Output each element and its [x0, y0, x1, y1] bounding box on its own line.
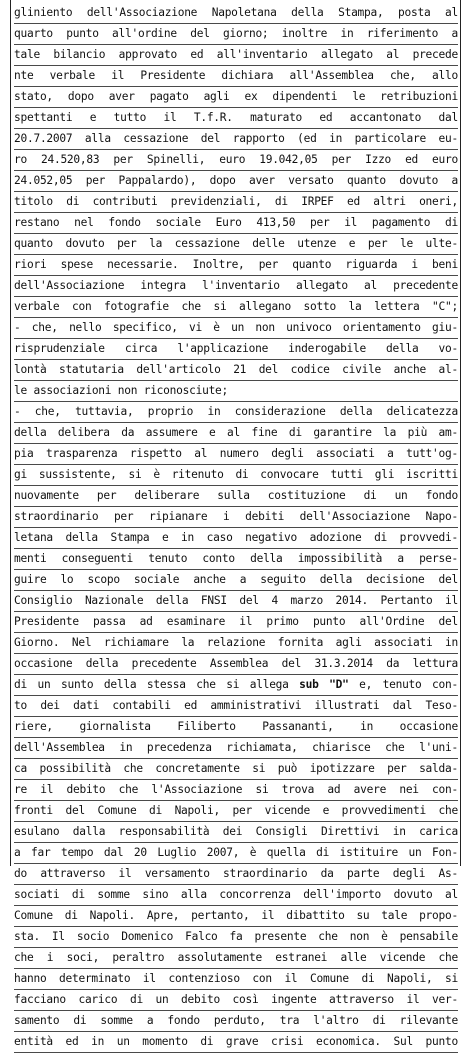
- text-line: stato, dopo aver pagato agli ex dipendenti le retribuzioni: [14, 87, 458, 108]
- text-line: tale bilancio approvato ed all'inventario allegato al precede: [14, 45, 458, 66]
- text-line: 20.7.2007 alla cessazione del rapporto (ed in particolare eu-: [14, 129, 458, 150]
- text-line: do attraverso il versamento straordinario da parte degli As-: [14, 864, 458, 885]
- text-line: restano nel fondo sociale Euro 413,50 per il pagamento di: [14, 213, 458, 234]
- text-line: riere, giornalista Filiberto Passananti, in occasione: [14, 717, 458, 738]
- text-line: pia trasparenza rispetto al numero degli associati a tutt'og-: [14, 444, 458, 465]
- text-line: a far tempo dal 20 Luglio 2007, è quella di istituire un Fon-: [14, 843, 458, 864]
- text-line: spettanti e tutto il T.f.R. maturato ed accantonato dal: [14, 108, 458, 129]
- text-line: quanto dovuto per la cessazione delle utenze e per le ulte-: [14, 234, 458, 255]
- text-line: titolo di contributi previdenziali, di IRPEF ed altri oneri,: [14, 192, 458, 213]
- text-line: dell'Assemblea in precedenza richiamata, chiarisce che l'uni-: [14, 738, 458, 759]
- text-line: samento di somme a fondo perduto, tra l'altro di rilevante: [14, 1011, 458, 1032]
- text-line: Consiglio Nazionale della FNSI del 4 marzo 2014. Pertanto il: [14, 591, 458, 612]
- text-line: to dei dati contabili ed amministrativi illustrati dal Teso-: [14, 696, 458, 717]
- text-line: guire lo scopo sociale anche a seguito della decisione del: [14, 570, 458, 591]
- text-line: hanno determinato il contenzioso con il Comune di Napoli, si: [14, 969, 458, 990]
- text-line: gi sussistente, si è ritenuto di convocare tutti gli iscritti: [14, 465, 458, 486]
- text-line: quarto punto all'ordine del giorno; inoltre in riferimento a: [14, 24, 458, 45]
- text-line: esulano dalla responsabilità dei Consigli Direttivi in carica: [14, 822, 458, 843]
- text-line: - che, tuttavia, proprio in considerazione della delicatezza: [14, 402, 458, 423]
- text-line: occasione della precedente Assemblea del 31.3.2014 da lettura: [14, 654, 458, 675]
- text-line: che i soci, peraltro assolutamente estranei alle vicende che: [14, 948, 458, 969]
- text-line: 24.052,05 per Pappalardo), dopo aver versato quanto dovuto a: [14, 171, 458, 192]
- text-line: gliniento dell'Associazione Napoletana della Stampa, posta al: [14, 3, 458, 24]
- text-line: straordinario per ripianare i debiti dell'Associazione Napo-: [14, 507, 458, 528]
- text-line: Comune di Napoli. Apre, pertanto, il dibattito su tale propo-: [14, 906, 458, 927]
- text-line: della delibera da assumere e al fine di garantire la più am-: [14, 423, 458, 444]
- attachment-reference: sub "D": [299, 678, 349, 691]
- text-line: Presidente passa ad esaminare il primo punto all'Ordine del: [14, 612, 458, 633]
- left-margin-rule: [10, 0, 11, 866]
- text-line: riori spese necessarie. Inoltre, per quanto riguarda i beni: [14, 255, 458, 276]
- text-line: sta. Il socio Domenico Falco fa presente che non è pensabile: [14, 927, 458, 948]
- document-body: [14, 3, 458, 1053]
- text-line: sociati di somme sino alla concorrenza dell'importo dovuto al: [14, 885, 458, 906]
- text-line: - che, nello specifico, vi è un non univoco orientamento giu-: [14, 318, 458, 339]
- text-line: Giorno. Nel richiamare la relazione fornita agli associati in: [14, 633, 458, 654]
- text-line: verbale con fotografie che si allegano sotto la lettera "C";: [14, 297, 458, 318]
- text-line: ca possibilità che concretamente si può ipotizzare per salda-: [14, 759, 458, 780]
- text-line: entità ed in un momento di grave crisi economica. Sul punto: [14, 1032, 458, 1053]
- text-line: menti conseguenti tenuto conto della impossibilità a perse-: [14, 549, 458, 570]
- text-line: risprudenziale circa l'applicazione inderogabile della vo-: [14, 339, 458, 360]
- text-line: facciano carico di un debito così ingente attraverso il ver-: [14, 990, 458, 1011]
- text-line: nuovamente per deliberare sulla costituzione di un fondo: [14, 486, 458, 507]
- text-line: ro 24.520,83 per Spinelli, euro 19.042,05 per Izzo ed euro: [14, 150, 458, 171]
- text-line: lontà statutaria dell'articolo 21 del codice civile anche al-: [14, 360, 458, 381]
- text-line: le associazioni non riconosciute;: [14, 381, 458, 402]
- text-line: di un sunto della stessa che si allega sub "D" e, tenuto con-: [14, 675, 458, 696]
- text-line: fronti del Comune di Napoli, per vicende e provvedimenti che: [14, 801, 458, 822]
- text-line: re il debito che l'Associazione si trova ad avere nei con-: [14, 780, 458, 801]
- right-margin-rule: [460, 0, 461, 866]
- text-line: dell'Associazione integra l'inventario allegato al precedente: [14, 276, 458, 297]
- text-line: nte verbale il Presidente dichiara all'Assemblea che, allo: [14, 66, 458, 87]
- text-line: letana della Stampa e in caso negativo adozione di provvedi-: [14, 528, 458, 549]
